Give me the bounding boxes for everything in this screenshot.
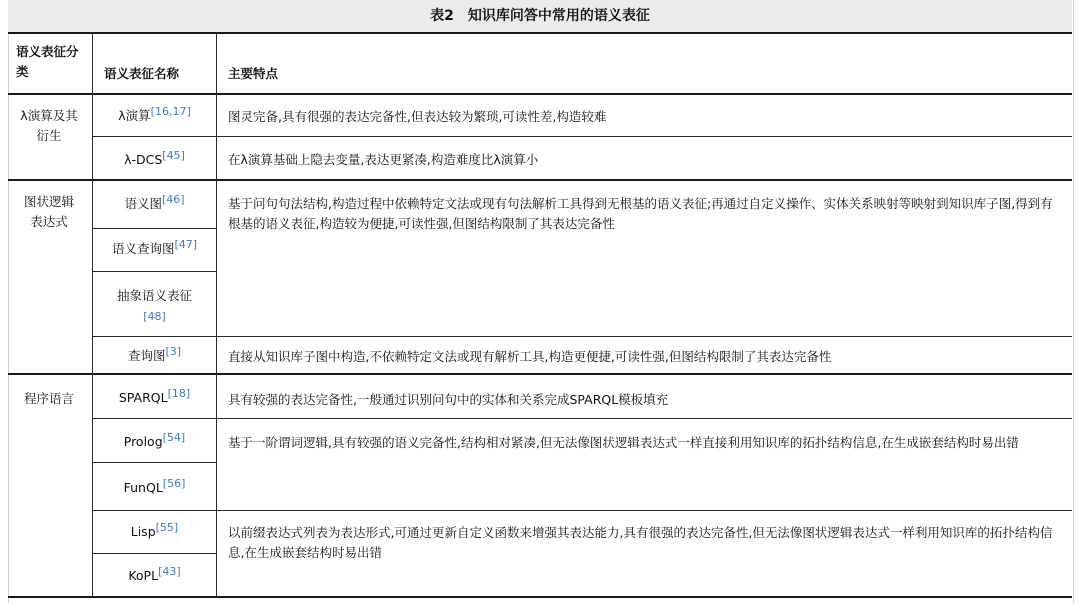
item-name: λ演算 <box>118 108 151 123</box>
name-lambda-dcs <box>93 150 216 170</box>
header-features: 主要特点 <box>228 66 279 81</box>
name-prolog <box>93 432 216 452</box>
name-sparql <box>93 388 216 408</box>
citation-link[interactable]: [3] <box>165 344 182 358</box>
features-prolog-funql: 基于一阶谓词逻辑,具有较强的语义完备性,结构相对紧凑,但无法像图状逻辑表达式一样直接利用知识库的拓扑结构信息,在生成嵌套结构时易出错 <box>228 435 1019 450</box>
item-name: SPARQL <box>118 390 168 405</box>
header-category: 语义表征分类 <box>16 44 79 79</box>
item-name: FunQL <box>123 480 163 495</box>
row-divider <box>92 228 216 229</box>
features-lambda-calculus: 图灵完备,具有很强的表达完备性,但表达较为繁琐,可读性差,构造较难 <box>228 109 607 124</box>
row-divider <box>92 336 1072 337</box>
name-lisp <box>93 522 216 542</box>
name-semantic-query-graph <box>93 239 216 259</box>
item-name: 语义图 <box>124 196 162 211</box>
row-divider <box>92 136 1072 137</box>
citation-link[interactable]: [43] <box>158 564 181 578</box>
name-lambda-calculus <box>93 106 216 126</box>
name-semantic-graph <box>93 194 216 214</box>
row-divider <box>92 553 216 554</box>
name-kopl <box>93 566 216 586</box>
item-name: 语义查询图 <box>111 241 175 256</box>
features-sparql: 具有较强的表达完备性,一般通过识别问句中的实体和关系完成SPARQL模板填充 <box>228 392 669 407</box>
item-name: λ-DCS <box>124 152 163 167</box>
row-divider <box>92 418 1072 419</box>
item-name: 查询图 <box>127 348 166 363</box>
name-funql <box>93 478 216 498</box>
column-divider <box>216 34 217 596</box>
item-name: KoPL <box>128 568 159 583</box>
table-title: 表2 知识库问答中常用的语义表征 <box>8 0 1072 32</box>
header-top-rule <box>8 32 1072 34</box>
row-divider <box>92 462 216 463</box>
citation-link[interactable]: [48] <box>143 310 166 323</box>
citation-link[interactable]: [18] <box>167 386 191 400</box>
item-name: Prolog <box>123 434 163 449</box>
table-bottom-rule <box>8 596 1072 598</box>
category-lambda: λ演算及其衍生 <box>20 108 78 143</box>
citation-link[interactable]: [47] <box>174 237 198 251</box>
citation-link[interactable]: [55] <box>155 520 179 534</box>
features-lambda-dcs: 在λ演算基础上隐去变量,表达更紧凑,构造难度比λ演算小 <box>228 152 539 167</box>
features-graph-shared: 基于问句句法结构,构造过程中依赖特定文法或现有句法解析工具得到无根基的语义表征;再通过自定义操作、实体关系映射等映射到知识库子图,得到有根基的语义表征,构造较为便捷,可读性强,但图结构限制了其表达完备性 <box>228 196 1053 231</box>
row-divider <box>92 510 1072 511</box>
citation-link[interactable]: [54] <box>162 430 186 444</box>
name-amr <box>93 286 216 327</box>
row-divider <box>92 271 216 272</box>
group1-bottom-rule <box>8 179 1072 181</box>
item-name: 抽象语义表征 <box>116 288 192 303</box>
citation-link[interactable]: [56] <box>162 476 186 490</box>
category-graph-logic: 图状逻辑表达式 <box>23 194 74 229</box>
category-programming-language: 程序语言 <box>23 391 74 406</box>
features-query-graph: 直接从知识库子图中构造,不依赖特定文法或现有解析工具,构造更便捷,可读性强,但图结构限制了其表达完备性 <box>228 349 832 364</box>
group2-bottom-rule <box>8 373 1072 375</box>
citation-link[interactable]: [16,17] <box>150 104 191 118</box>
item-name: Lisp <box>130 524 156 539</box>
citation-link[interactable]: [46] <box>161 192 185 206</box>
citation-link[interactable]: [45] <box>162 148 185 162</box>
header-name: 语义表征名称 <box>104 66 180 81</box>
features-lisp-kopl: 以前缀表达式列表为表达形式,可通过更新自定义函数来增强其表达能力,具有很强的表达完备性,但无法像图状逻辑表达式一样利用知识库的拓扑结构信息,在生成嵌套结构时易出错 <box>228 525 1053 560</box>
header-bottom-rule <box>8 93 1072 95</box>
name-query-graph <box>93 346 216 366</box>
